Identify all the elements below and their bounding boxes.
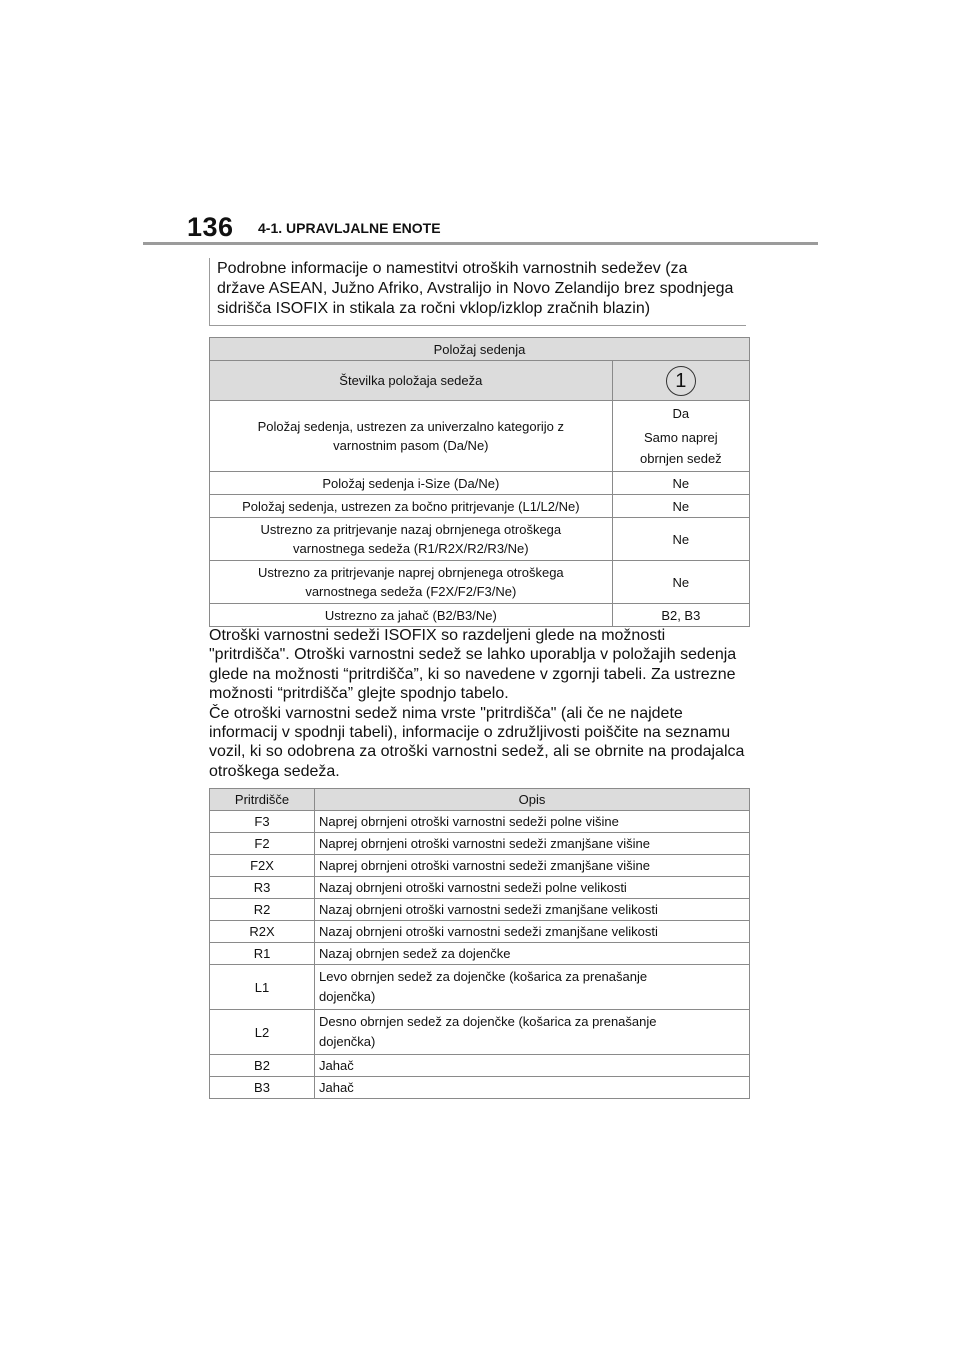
table-cell: Ne <box>612 472 749 495</box>
cell-line: Samo naprej <box>643 430 718 445</box>
cell-line: Ustrezno za pritrjevanje nazaj obrnjenega otroškega <box>260 522 562 537</box>
cell-line: obrnjen sedež <box>640 451 722 466</box>
cell-line: varnostnim pasom (Da/Ne) <box>333 438 489 453</box>
table-row <box>210 855 750 877</box>
section-title: 4-1. UPRAVLJALNE ENOTE <box>258 220 441 236</box>
fixture-description: Nazaj obrnjeni otroški varnostni sedeži polne velikosti <box>315 877 750 899</box>
table-row <box>210 965 750 1010</box>
column-header: Opis <box>315 789 750 811</box>
fixture-description <box>315 1010 750 1055</box>
cell-line: Položaj sedenja, ustrezen za univerzalno kategorijo z <box>257 419 565 434</box>
cell-line: dojenčka) <box>319 989 376 1004</box>
fixture-description: Naprej obrnjeni otroški varnostni sedeži zmanjšane višine <box>315 855 750 877</box>
fixture-description: Naprej obrnjeni otroški varnostni sedeži zmanjšane višine <box>315 833 750 855</box>
fixture-description: Jahač <box>315 1055 750 1077</box>
table-row <box>210 833 750 855</box>
fixture-description: Naprej obrnjeni otroški varnostni sedeži polne višine <box>315 811 750 833</box>
table-row <box>210 899 750 921</box>
cell-line: Da <box>672 406 690 421</box>
body-line: možnosti “pritrdišča” glejte spodnjo tabelo. <box>209 685 509 703</box>
table-cell <box>210 518 613 561</box>
column-header: Pritrdišče <box>210 789 315 811</box>
body-paragraph <box>209 626 754 781</box>
cell-line: Levo obrnjen sedež za dojenčke (košarica za prenašanje <box>319 969 648 984</box>
fixture-code: R3 <box>210 877 315 899</box>
table-row <box>210 1077 750 1099</box>
cell-line: varnostnega sedeža (R1/R2X/R2/R3/Ne) <box>293 541 529 556</box>
table-row <box>210 1010 750 1055</box>
table-row <box>210 943 750 965</box>
body-line: Če otroški varnostni sedež nima vrste "pritrdišča" (ali če ne najdete <box>209 704 683 722</box>
cell-line: Desno obrnjen sedež za dojenčke (košarica za prenašanje <box>319 1014 657 1029</box>
table-header: Položaj sedenja <box>210 338 750 361</box>
body-line: "pritrdišča". Otroški varnostni sedež se lahko uporablja v položajih sedenja <box>209 646 737 664</box>
body-line: vozil, ki so odobrena za otroški varnostni sedež, ali se obrnite na prodajalca <box>209 743 745 761</box>
fixture-code: L2 <box>210 1010 315 1055</box>
seat-number-cell <box>612 361 749 401</box>
cell-line: Ustrezno za pritrjevanje naprej obrnjenega otroškega <box>257 565 564 580</box>
seat-position-table <box>209 337 750 627</box>
fixture-description <box>315 965 750 1010</box>
body-line: informacij v spodnji tabeli), informacije o združljivosti poiščite na seznamu <box>209 724 731 742</box>
table-row <box>210 877 750 899</box>
table-cell: Položaj sedenja, ustrezen za bočno pritrjevanje (L1/L2/Ne) <box>210 495 613 518</box>
fixture-table <box>209 788 750 1099</box>
header-divider <box>143 242 818 245</box>
note-line: države ASEAN, Južno Afriko, Avstralijo in Novo Zelandijo brez spodnjega <box>217 280 734 297</box>
seat-number-label: Številka položaja sedeža <box>210 361 613 401</box>
note-line: sidrišča ISOFIX in stikala za ročni vklop/izklop zračnih blazin) <box>217 300 651 317</box>
fixture-code: F2X <box>210 855 315 877</box>
table-cell: Ne <box>612 561 749 604</box>
table-row <box>210 811 750 833</box>
position-number-badge: 1 <box>666 366 696 396</box>
fixture-code: F2 <box>210 833 315 855</box>
body-line: otroškega sedeža. <box>209 762 340 780</box>
table-cell: B2, B3 <box>612 604 749 627</box>
fixture-description: Nazaj obrnjeni otroški varnostni sedeži zmanjšane velikosti <box>315 921 750 943</box>
table-cell <box>210 561 613 604</box>
table-cell: Ustrezno za jahač (B2/B3/Ne) <box>210 604 613 627</box>
fixture-code: R2X <box>210 921 315 943</box>
page-number: 136 <box>187 212 234 242</box>
note-line: Podrobne informacije o namestitvi otroških varnostnih sedežev (za <box>217 260 688 277</box>
table-cell: Ne <box>612 518 749 561</box>
table-row <box>210 1055 750 1077</box>
table-row <box>210 921 750 943</box>
table-cell <box>210 401 613 472</box>
table-cell: Ne <box>612 495 749 518</box>
fixture-code: L1 <box>210 965 315 1010</box>
fixture-description: Jahač <box>315 1077 750 1099</box>
cell-line: dojenčka) <box>319 1034 376 1049</box>
body-line: glede na možnosti “pritrdišča”, ki so navedene v zgornji tabeli. Za ustrezne <box>209 665 736 683</box>
table-cell <box>612 401 749 472</box>
cell-line: varnostnega sedeža (F2X/F2/F3/Ne) <box>305 584 517 599</box>
fixture-code: B2 <box>210 1055 315 1077</box>
fixture-description: Nazaj obrnjen sedež za dojenčke <box>315 943 750 965</box>
fixture-code: F3 <box>210 811 315 833</box>
note-box <box>209 258 746 326</box>
fixture-code: R1 <box>210 943 315 965</box>
table-cell: Položaj sedenja i-Size (Da/Ne) <box>210 472 613 495</box>
fixture-description: Nazaj obrnjeni otroški varnostni sedeži zmanjšane velikosti <box>315 899 750 921</box>
fixture-code: B3 <box>210 1077 315 1099</box>
fixture-code: R2 <box>210 899 315 921</box>
body-line: Otroški varnostni sedeži ISOFIX so razdeljeni glede na možnosti <box>209 627 666 644</box>
